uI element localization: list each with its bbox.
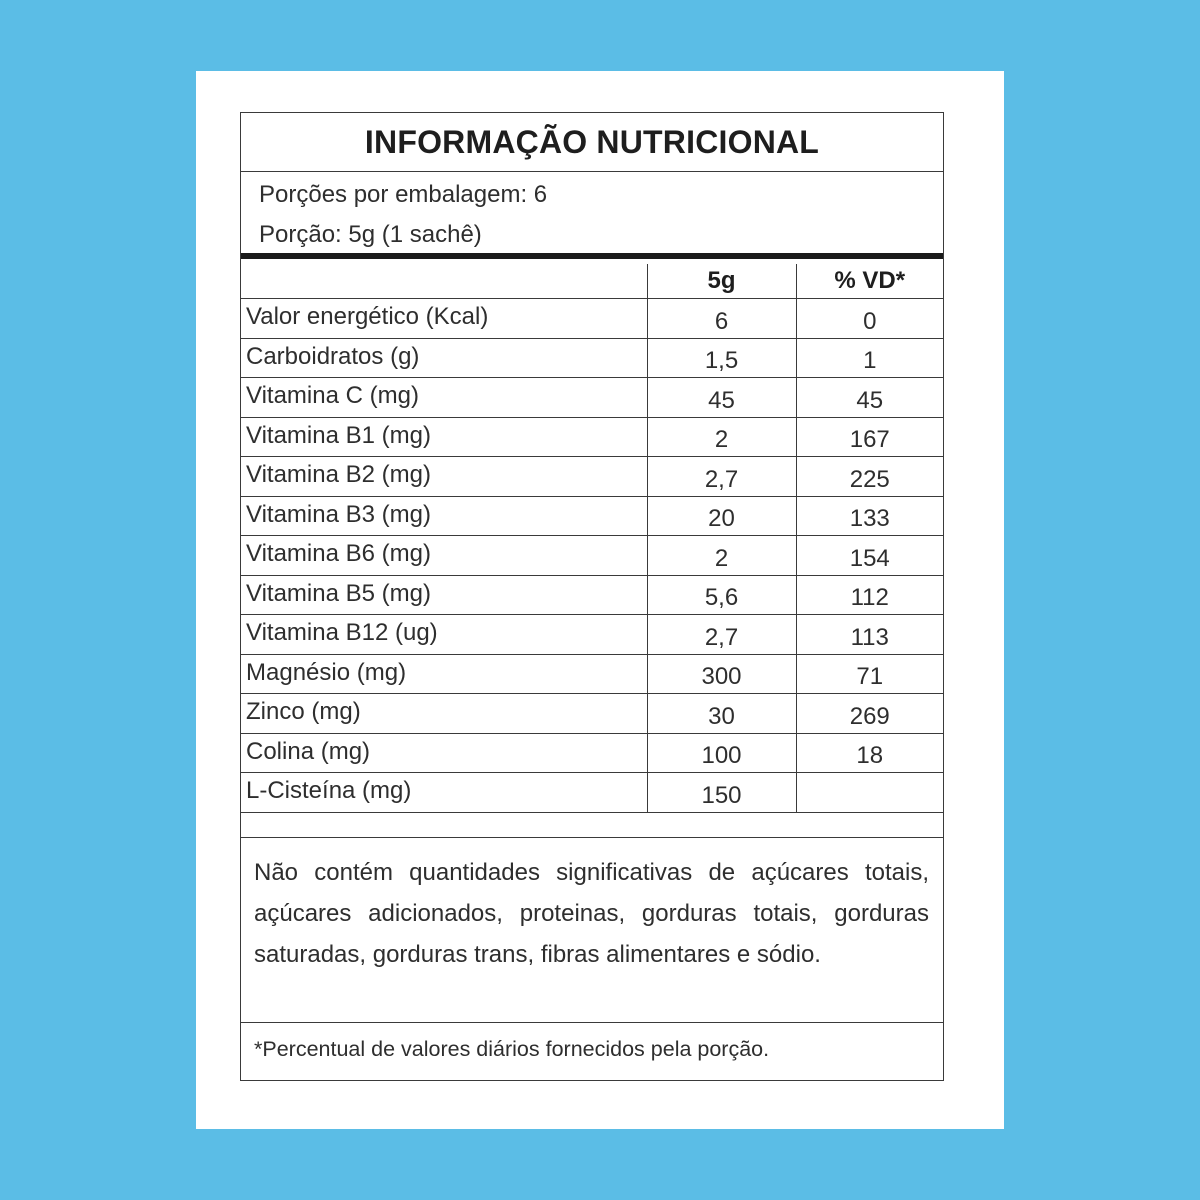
nutrient-name: Colina (mg) xyxy=(241,733,647,773)
nutrient-name: Magnésio (mg) xyxy=(241,654,647,694)
nutrient-daily-value: 167 xyxy=(796,417,943,457)
table-row xyxy=(241,457,943,497)
servings-per-package: Porções por embalagem: 6 xyxy=(259,181,548,208)
nutrient-name: Vitamina B6 (mg) xyxy=(241,536,647,576)
table-row xyxy=(241,615,943,655)
nutrient-name: Zinco (mg) xyxy=(241,694,647,734)
table-row xyxy=(241,694,943,734)
nutrient-daily-value: 0 xyxy=(796,299,943,339)
nutrient-name: Vitamina C (mg) xyxy=(241,378,647,418)
nutrient-name: Vitamina B12 (ug) xyxy=(241,615,647,655)
nutrient-amount: 300 xyxy=(647,654,796,694)
nutrient-name: Vitamina B2 (mg) xyxy=(241,457,647,497)
header-nutrient xyxy=(241,264,647,299)
nutrient-amount: 2 xyxy=(647,536,796,576)
nutrient-name: Carboidratos (g) xyxy=(241,338,647,378)
nutrient-daily-value: 112 xyxy=(796,575,943,615)
table-row xyxy=(241,378,943,418)
table-row xyxy=(241,575,943,615)
header-amount: 5g xyxy=(647,264,796,299)
nutrition-table-body xyxy=(241,299,943,813)
nutrient-amount: 5,6 xyxy=(647,575,796,615)
nutrient-daily-value: 1 xyxy=(796,338,943,378)
not-significant-note: Não contém quantidades significativas de açúcares totais, açúcares adicionados, proteinas, gorduras totais, gorduras saturadas, gorduras trans, fibras alimentares e sódio. xyxy=(241,837,943,1023)
table-header-row xyxy=(241,264,943,299)
nutrient-daily-value: 113 xyxy=(796,615,943,655)
nutrient-name: Vitamina B5 (mg) xyxy=(241,575,647,615)
nutrient-amount: 30 xyxy=(647,694,796,734)
nutrient-daily-value: 45 xyxy=(796,378,943,418)
nutrient-name: L-Cisteína (mg) xyxy=(241,773,647,813)
table-row xyxy=(241,496,943,536)
nutrient-amount: 2 xyxy=(647,417,796,457)
table-row xyxy=(241,417,943,457)
nutrient-daily-value: 71 xyxy=(796,654,943,694)
nutrient-amount: 2,7 xyxy=(647,615,796,655)
table-row xyxy=(241,299,943,339)
nutrient-daily-value: 154 xyxy=(796,536,943,576)
nutrient-name: Valor energético (Kcal) xyxy=(241,299,647,339)
nutrient-amount: 45 xyxy=(647,378,796,418)
nutrient-name: Vitamina B3 (mg) xyxy=(241,496,647,536)
nutrient-amount: 6 xyxy=(647,299,796,339)
nutrient-amount: 1,5 xyxy=(647,338,796,378)
daily-value-footnote: *Percentual de valores diários fornecidos pela porção. xyxy=(254,1037,770,1061)
nutrient-amount: 150 xyxy=(647,773,796,813)
nutrient-daily-value xyxy=(796,773,943,813)
nutrient-amount: 100 xyxy=(647,733,796,773)
serving-size: Porção: 5g (1 sachê) xyxy=(259,221,482,248)
nutrient-daily-value: 225 xyxy=(796,457,943,497)
table-row xyxy=(241,773,943,813)
label-title: INFORMAÇÃO NUTRICIONAL xyxy=(241,113,943,172)
table-row xyxy=(241,338,943,378)
nutrient-daily-value: 269 xyxy=(796,694,943,734)
nutrient-name: Vitamina B1 (mg) xyxy=(241,417,647,457)
header-daily-value: % VD* xyxy=(796,264,943,299)
table-row xyxy=(241,733,943,773)
table-row xyxy=(241,654,943,694)
nutrition-table xyxy=(241,264,943,813)
serving-info xyxy=(241,171,943,259)
nutrient-daily-value: 133 xyxy=(796,496,943,536)
nutrition-label xyxy=(240,112,944,1081)
nutrient-amount: 20 xyxy=(647,496,796,536)
nutrient-daily-value: 18 xyxy=(796,733,943,773)
table-row xyxy=(241,536,943,576)
nutrient-amount: 2,7 xyxy=(647,457,796,497)
